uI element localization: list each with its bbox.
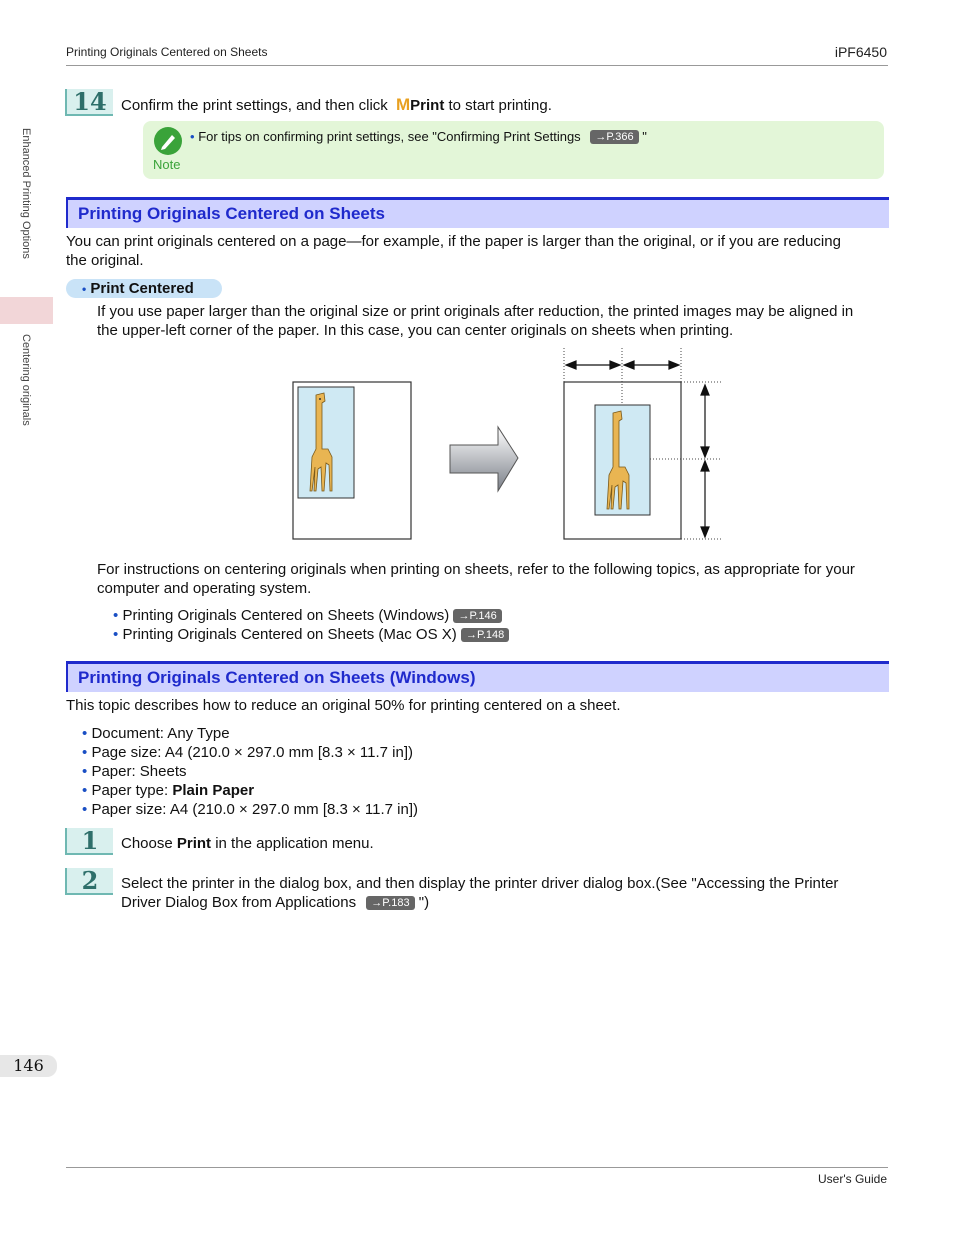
- step-2-line-2: Driver Dialog Box from Applications: [121, 894, 357, 911]
- list-item: • Document: Any Type: [82, 725, 230, 742]
- step-number-2: 2: [65, 868, 113, 895]
- section-title-1: Printing Originals Centered on Sheets: [78, 204, 385, 223]
- step-14-text-after: to start printing.: [448, 97, 552, 114]
- step-number-14: 14: [65, 89, 113, 116]
- list-item: • Paper: Sheets: [82, 763, 187, 780]
- instructions-para: [97, 560, 855, 598]
- list-item: • Paper size: A4 (210.0 × 297.0 mm [8.3 × 11.7 in]): [82, 801, 419, 818]
- ref-link-p183[interactable]: →P.183: [366, 896, 414, 910]
- sidebar-chapter: Enhanced Printing Options: [20, 128, 32, 259]
- list-item: • Printing Originals Centered on Sheets (Mac OS X) →P.148: [113, 625, 509, 644]
- ref-link-p146[interactable]: →P.146: [453, 609, 501, 623]
- section-2-intro: This topic describes how to reduce an original 50% for printing centered on a sheet.: [66, 697, 621, 714]
- list-item: • Printing Originals Centered on Sheets (Windows) →P.146: [113, 606, 509, 625]
- running-header-section: Printing Originals Centered on Sheets: [66, 45, 268, 59]
- list-item: • Page size: A4 (210.0 × 297.0 mm [8.3 × 11.7 in]): [82, 744, 414, 761]
- print-centered-para: [97, 302, 853, 340]
- setting-text: Page size: A4 (210.0 × 297.0 mm [8.3 × 11.7 in]): [91, 744, 414, 761]
- note-text: • For tips on confirming print settings, see "Confirming Print Settings →P.366 ": [190, 129, 647, 144]
- setting-bold: Plain Paper: [172, 782, 255, 799]
- para-line-1: If you use paper larger than the original size or print originals after reduction, the printed images may be aligned in: [97, 303, 854, 320]
- subheading-print-centered: • Print Centered: [82, 280, 194, 297]
- section-title-2: Printing Originals Centered on Sheets (Windows): [78, 668, 476, 687]
- running-header-model: iPF6450: [834, 44, 887, 60]
- setting-text: Paper size: A4 (210.0 × 297.0 mm [8.3 × 11.7 in]): [91, 801, 419, 818]
- para-line-2: the upper-left corner of the paper. In this case, you can center originals on sheets when printing.: [97, 322, 734, 339]
- section-heading-1: [66, 197, 889, 228]
- sidebar-topic: Centering originals: [20, 334, 32, 426]
- step-2-end: "): [418, 894, 430, 911]
- step-1-after: in the application menu.: [215, 835, 374, 852]
- step-2-text: [121, 874, 838, 912]
- setting-text: Document: Any Type: [91, 725, 230, 742]
- footer-rule: [66, 1167, 888, 1168]
- link-windows[interactable]: Printing Originals Centered on Sheets (Windows): [122, 607, 450, 624]
- settings-list: [82, 724, 418, 819]
- intro-line-2: the original.: [66, 252, 144, 269]
- step-2-line-1: Select the printer in the dialog box, and then display the printer driver dialog box.(See "Accessing the Printer: [121, 875, 839, 892]
- note-end: ": [642, 129, 647, 144]
- topic-link-list: [113, 606, 509, 644]
- setting-text: Paper: Sheets: [91, 763, 187, 780]
- step-2-line-2-wrap: [121, 893, 838, 912]
- page-number: 146: [0, 1055, 57, 1077]
- note-body: For tips on confirming print settings, see "Confirming Print Settings: [198, 129, 581, 144]
- section-1-intro: [66, 232, 841, 270]
- subheading-text: Print Centered: [90, 280, 194, 297]
- sidebar-tab-marker: [0, 297, 53, 324]
- note-label: Note: [153, 157, 181, 172]
- setting-text: Paper type:: [91, 782, 173, 799]
- step-1-text: [121, 834, 374, 853]
- intro-line-1: You can print originals centered on a page—for example, if the paper is larger than the original, or if you are reducing: [66, 233, 841, 250]
- step-number-1: 1: [65, 828, 113, 855]
- footer-text: User's Guide: [818, 1172, 887, 1186]
- ref-link-p366[interactable]: →P.366: [590, 130, 638, 144]
- centering-illustration: [280, 345, 730, 545]
- section-heading-2: [66, 661, 889, 692]
- instr-line-2: computer and operating system.: [97, 580, 312, 597]
- instr-line-1: For instructions on centering originals when printing on sheets, refer to the following topics, as appropriate for your: [97, 561, 855, 578]
- print-button-label: Print: [410, 97, 445, 114]
- step-14-text-before: Confirm the print settings, and then click: [121, 97, 388, 114]
- step-1-bold: Print: [176, 835, 212, 852]
- step-1-before: Choose: [121, 835, 173, 852]
- pencil-icon: [154, 127, 182, 155]
- list-item: • Paper type: Plain Paper: [82, 782, 255, 799]
- link-mac[interactable]: Printing Originals Centered on Sheets (Mac OS X): [122, 626, 457, 643]
- ref-link-p148[interactable]: →P.148: [461, 628, 509, 642]
- print-button-icon: M: [395, 95, 411, 114]
- header-rule: [66, 65, 888, 66]
- step-14-text: [121, 95, 552, 115]
